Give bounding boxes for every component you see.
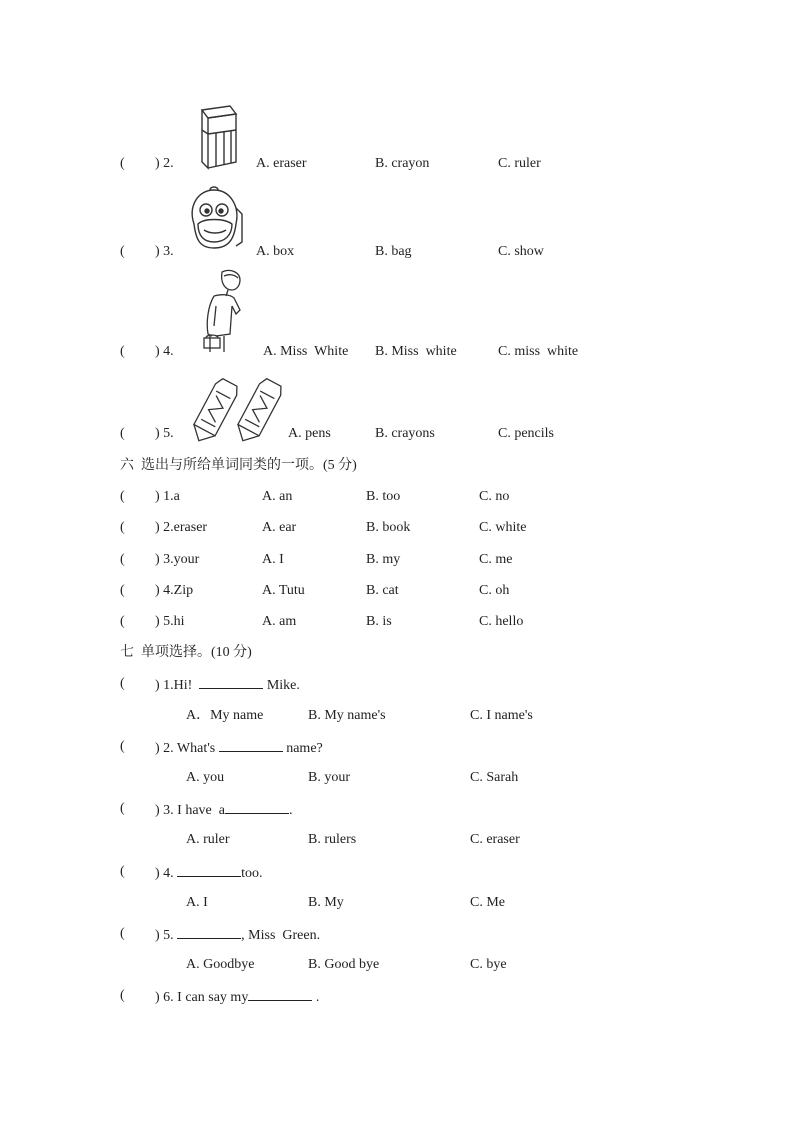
option-b: B. cat [366,583,399,598]
question-stem [155,864,263,882]
question-number: ) 4. [155,344,174,359]
option-b: B. is [366,614,392,629]
option-c: C. pencils [498,426,554,441]
option-a: A. Miss White [263,344,349,359]
answer-paren-open: ( [120,583,125,598]
answer-paren-open: ( [120,156,125,171]
crayons-illustration [186,374,282,442]
answer-blank [177,864,241,877]
answer-paren-open: ( [120,244,125,259]
option-a: A. you [186,770,225,785]
stem-before-blank: I have a [173,803,225,818]
answer-paren-open: ( [120,426,125,441]
question-stem [155,676,300,694]
stem-before-blank: Hi! [173,678,200,693]
section-title: 七 单项选择。(10 分) [120,645,252,660]
question-number: ) 1. [155,678,174,693]
option-a: A. pens [288,426,331,441]
question-number: ) 6. [155,990,174,1005]
stem-before-blank: What's [173,741,219,756]
section-title: 六 选出与所给单词同类的一项。(5 分) [120,458,357,473]
stem-after-blank: . [288,803,293,818]
option-c: C. show [498,244,544,259]
question-stem [155,988,319,1006]
option-b: B. too [366,489,401,504]
backpack-illustration [184,184,246,256]
option-c: C. bye [470,957,507,972]
stem-after-blank: name? [282,741,323,756]
option-c: C. I name's [470,708,533,723]
question-number: ) 3. [155,244,174,259]
option-b: B. book [366,520,411,535]
option-a: A. box [256,244,295,259]
option-a: A. I [262,552,284,567]
answer-paren-open: ( [120,926,125,941]
option-c: C. Me [470,895,505,910]
answer-blank [248,988,312,1001]
option-a: A．My name [186,708,264,723]
stem-before-blank: I can say my [173,990,249,1005]
stem-after-blank: . [312,990,320,1005]
option-c: C. ruler [498,156,541,171]
option-a: A. am [262,614,297,629]
answer-paren-open: ( [120,520,125,535]
option-b: B. Good bye [308,957,380,972]
option-b: B. Miss white [375,344,457,359]
answer-paren-open: ( [120,988,125,1003]
option-c: C. miss white [498,344,579,359]
option-c: C. eraser [470,832,520,847]
question-number: ) 2.eraser [155,520,208,535]
question-number: ) 5. [155,928,174,943]
option-b: B. My name's [308,708,386,723]
option-b: B. My [308,895,344,910]
question-number: ) 1.a [155,489,180,504]
answer-blank [219,739,283,752]
answer-blank [199,676,263,689]
answer-paren-open: ( [120,344,125,359]
option-a: A. ear [262,520,297,535]
option-a: A. eraser [256,156,307,171]
stem-after-blank: Mike. [263,678,300,693]
option-a: A. an [262,489,293,504]
question-number: ) 2. [155,156,174,171]
option-a: A. Goodbye [186,957,255,972]
option-a: A. I [186,895,208,910]
answer-blank [225,801,289,814]
option-b: B. rulers [308,832,357,847]
question-number: ) 4.Zip [155,583,194,598]
option-b: B. my [366,552,401,567]
answer-paren-open: ( [120,801,125,816]
answer-paren-open: ( [120,864,125,879]
answer-paren-open: ( [120,614,125,629]
question-stem [155,739,323,757]
teacher-illustration [192,266,252,356]
question-number: ) 5. [155,426,174,441]
option-b: B. crayon [375,156,430,171]
question-number: ) 4. [155,866,174,881]
question-number: ) 3.your [155,552,200,567]
option-c: C. hello [479,614,524,629]
option-c: C. me [479,552,513,567]
option-c: C. oh [479,583,510,598]
option-a: A. Tutu [262,583,305,598]
stem-after-blank: , Miss Green. [241,928,321,943]
question-stem [155,926,320,944]
stem-after-blank: too. [241,866,263,881]
question-number: ) 5.hi [155,614,185,629]
option-b: B. your [308,770,350,785]
option-c: C. white [479,520,527,535]
question-stem [155,801,292,819]
option-b: B. bag [375,244,412,259]
question-number: ) 3. [155,803,174,818]
question-number: ) 2. [155,741,174,756]
answer-paren-open: ( [120,676,125,691]
answer-paren-open: ( [120,489,125,504]
option-c: C. no [479,489,510,504]
option-c: C. Sarah [470,770,519,785]
option-a: A. ruler [186,832,230,847]
eraser-illustration [192,104,244,170]
answer-paren-open: ( [120,552,125,567]
option-b: B. crayons [375,426,435,441]
answer-blank [177,926,241,939]
answer-paren-open: ( [120,739,125,754]
